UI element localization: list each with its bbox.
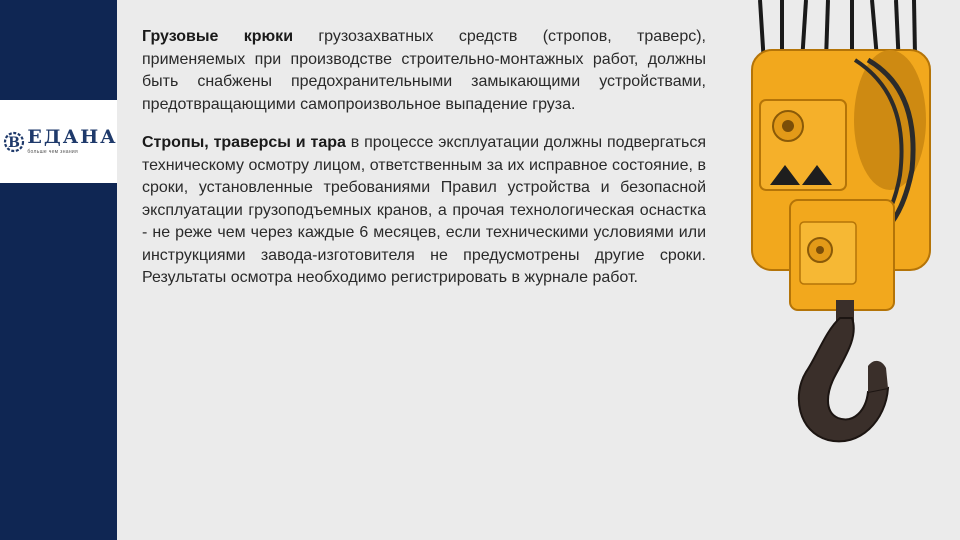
text-content bbox=[142, 26, 706, 290]
side-plate bbox=[760, 100, 846, 190]
paragraph-hooks-text: грузозахватных средств (стропов, траверс), применяемых при производстве строительно-монтажных работ, должны быть снабжены предохранительными замыкающими устройствами, предотвращающими самопроизвольное выпадение груза. bbox=[142, 28, 707, 113]
paragraph-hooks bbox=[142, 26, 706, 116]
sidebar bbox=[0, 0, 117, 540]
logo-text bbox=[27, 128, 117, 155]
crane-hook-image bbox=[740, 0, 960, 460]
paragraph-slings-bold: Стропы, траверсы и тара bbox=[142, 134, 346, 151]
paragraph-slings bbox=[142, 132, 706, 290]
paragraph-slings-text: в процессе эксплуатации должны подвергаться техническому осмотру лицом, ответственным за их исправное состояние, в сроки, установленные требованиями Правил устройства и безопасной эксплуатации грузоподъемных кранов, а прочая технологическая оснастка - не реже чем через каждые 6 месяцев, если техническими условиями или инструкциями завода-изготовителя не предусмотрены другие сроки. Результаты осмотра необходимо регистрировать в журнале работ. bbox=[142, 134, 707, 286]
logo-word: ЕДАНА bbox=[27, 126, 118, 148]
logo-tagline: больше чем знания bbox=[27, 149, 79, 155]
svg-text:В: В bbox=[8, 134, 21, 151]
paragraph-hooks-bold: Грузовые крюки bbox=[142, 28, 294, 45]
logo-gear-icon bbox=[3, 127, 25, 157]
logo bbox=[0, 100, 117, 183]
logo-inner bbox=[3, 127, 117, 157]
